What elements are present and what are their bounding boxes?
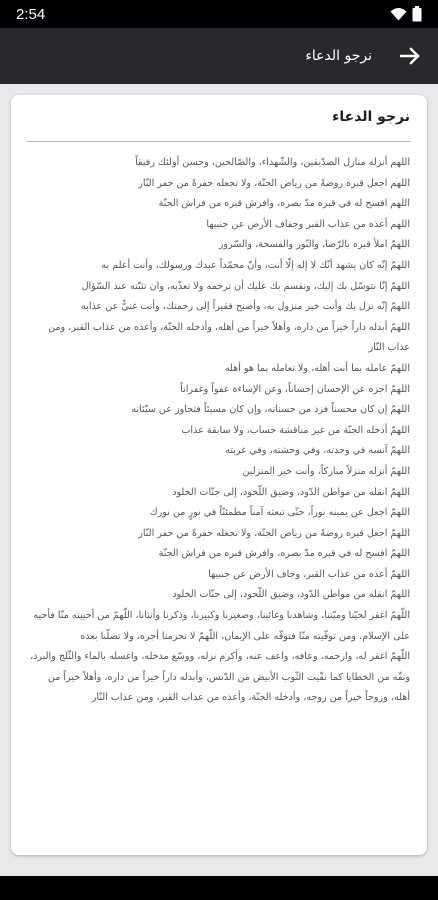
arrow-forward-icon <box>400 47 420 65</box>
dua-item: اللهم افسح له في قبره مدّ بصره، وافرش قبره من فراش الجنّة <box>158 198 410 210</box>
card-divider <box>27 141 411 142</box>
back-button[interactable] <box>398 44 422 68</box>
dua-item: اللهم أعذه من عذاب القبر وجفاف الأرض عن جنبيها <box>206 218 410 230</box>
dua-item: اللهمّ إن كان محسناً فزد من حسناته، وإن كان مسيئاً فتجاوز عن سيّئاته <box>131 404 410 416</box>
dua-item: اللهمّ اجزه عن الإحسان إحساناً، وعن الإساءة عفواً وغفراناً <box>180 383 410 395</box>
app-bar <box>0 28 438 84</box>
dua-item: اللهمّ إنّه نزل بك وأنت خير منزول به، وأصبح فقيراً إلى رحمتك، وأنت غنيٌّ عن عذابه <box>81 301 410 313</box>
status-icons <box>390 6 422 22</box>
card-title: نرجو الدعاء <box>332 109 410 125</box>
dua-list <box>27 153 410 709</box>
dua-card <box>11 95 427 855</box>
dua-item: اللهمّ افسح له في قبره مدّ بصره، وافرش قبره من فراش الجنّة <box>158 548 410 560</box>
dua-item: اللهم اجعل قبره روضةً من رياض الجنّة، ولا تجعله حفرةً من حفر النّار <box>138 177 410 189</box>
dua-item: اللهمّ إنّا نتوسّل بك إليك، ونقسم بك عليك أن ترحمه ولا تعذّبه، وان تثبّته عند السّؤال <box>81 280 410 292</box>
dua-item: اللهم أنزله منازل الصدّيقين، والشّهداء، والصّالحين، وحسن أولئك رفيقاً <box>135 157 410 168</box>
battery-icon <box>412 6 422 22</box>
dua-item: اللهمّ آنسه في وحدته، وفي وحشته، وفي غربته <box>225 445 410 457</box>
dua-item: اللهمّ إنّه كان يشهد أنّك لا إله إلّا أنت، وأنّ محمّداً عبدك ورسولك، وأنت أعلم به <box>101 259 410 271</box>
navigation-bar <box>0 876 438 900</box>
dua-item: اللهمّ انقله من مواطن الدّود، وضيق اللّحود، إلى جنّات الخلود <box>172 589 410 601</box>
status-bar <box>0 0 438 28</box>
dua-item: اللهمّ أدخله الجنّة من غير مناقشة حساب، ولا سابقة عذاب <box>181 424 410 436</box>
dua-item: اللهمّ اجعل قبره روضةً من رياض الجنّة، ولا تجعله حفرةً من حفر النّار <box>138 527 410 539</box>
app-bar-title: نرجو الدعاء <box>305 48 372 64</box>
status-time: 2:54 <box>16 5 46 23</box>
dua-item: اللهمّ انقله من مواطن الدّود، وضيق اللّحود، إلى جنّات الخلود <box>172 486 410 498</box>
dua-item: اللّهمّ اغفر له، وارحمه، وعافه، واعف عنه، وأكرم نزله، ووسّع مدخله، واغسله بالماء والثّلج والبرد، ونقّه من الخطايا كما نقّيت الثّوب الأبيض من الدّنس، وأبدله داراً خيراً من داره، وأهلاً خيراً من أهله، وزوجاً خيراً من زوجه، وأدخله الجنّة، وأعذه من عذاب القبر، ومن عذاب النّار <box>30 651 410 704</box>
dua-item: اللهمّ أعذه من عذاب القبر، وجاف الأرض عن جنبيها <box>208 568 410 580</box>
dua-item: اللّهمّ اغفر لحيّنا وميّتنا، وشاهدنا وغائبنا، وصغيرنا وكبيرنا، وذكرنا وأنثانا، اللّهمّ من أحييته منّا فأحيه على الإسلام، ومن توفّيته منّا فتوفّه على الإيمان، اللّهمّ لا تحرمنا أجره، ولا تضلّنا بعده <box>33 610 410 642</box>
dua-item: اللهمّ املأ قبره بالرّضا، والنّور والفسحة، والسّرور <box>218 239 410 251</box>
dua-item: اللهمّ اجعل عن يمينه نوراً، حتّى تبعثه آمناً مطمئنّاً في نورٍ من نورك <box>149 507 410 519</box>
dua-item: اللهمّ عامله بما أنت أهله، ولا تعامله بما هو أهله <box>224 362 410 374</box>
dua-item: اللهمّ أنزله منزلاً مباركاً، وأنت خير المنزلين <box>242 465 410 477</box>
dua-item: اللهمّ أبدله داراً خيراً من داره، وأهلاً خيراً من أهله، وأدخله الجنّة، وأعذه من عذاب القبر، ومن عذاب النّار <box>48 321 410 354</box>
wifi-icon <box>390 7 407 21</box>
